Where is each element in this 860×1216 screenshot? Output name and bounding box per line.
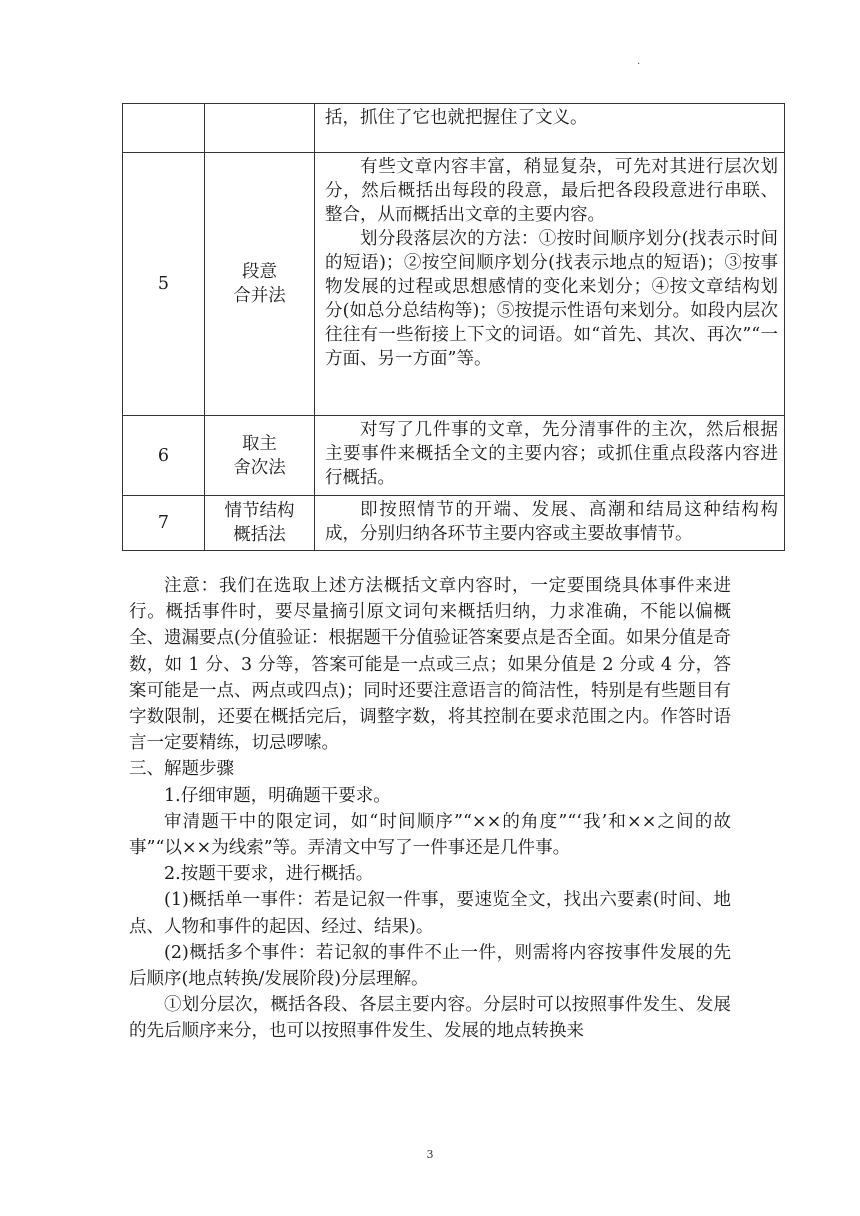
page-number: 3 — [426, 1148, 434, 1161]
method-name — [205, 104, 315, 153]
method-table — [122, 103, 785, 551]
method-name-line: 合并法 — [233, 286, 286, 306]
note-paragraph: 注意：我们在选取上述方法概括文章内容时，一定要围绕具体事件来进行。概括事件时，要尽量摘引原文词句来概括归纳，力求准确，不能以偏概全、遗漏要点(分值验证：根据题干分值验证答案要点是否全面。如果分值是奇数，如 1 分、3 分等，答案可能是一点或三点；如果分值是 2 分或 4 分，答案可能是一点、两点或四点)；同时还要注意语言的简洁性，特别是有些题目有字数限制，还要在概括完后，调整字数，将其控制在要求范围之内。作答时语言一定要精练，切忌啰嗦。 — [129, 576, 731, 754]
description-paragraph: 即按照情节的开端、发展、高潮和结局这种结构构成，分别归纳各环节主要内容或主要故事情节。 — [325, 500, 778, 544]
description-paragraph: 对写了几件事的文章，先分清事件的主次，然后根据主要事件来概括全文的主要内容；或抓住重点段落内容进行概括。 — [325, 420, 778, 488]
method-name-line: 段意 — [242, 262, 277, 282]
section-heading: 三、解题步骤 — [129, 759, 234, 780]
row-number — [123, 104, 205, 153]
method-name — [205, 496, 315, 551]
method-description — [315, 153, 785, 416]
method-name-line: 舍次法 — [233, 457, 286, 478]
step1-text: 审清题干中的限定词，如“时间顺序”“××的角度”“‘我’和××之间的故事”“以××为线索”等。弄清文中写了一件事还是几件事。 — [129, 811, 731, 859]
description-paragraph: 括，抓住了它也就把握住了文义。 — [325, 108, 588, 128]
description-paragraph: 划分段落层次的方法：①按时间顺序划分(找表示时间的短语)；②按空间顺序划分(找表示地点的短语)；③按事物发展的过程或思想感情的变化来划分；④按文章结构划分(如总分总结构等)；⑤按提示性语句来划分。如段内层次往往有一些衔接上下文的词语。如“首先、其次、再次”“一方面、另一方面”等。 — [325, 229, 778, 369]
table-row-5 — [123, 153, 785, 416]
row-number: 5 — [123, 153, 205, 416]
description-paragraph: 有些文章内容丰富，稍显复杂，可先对其进行层次划分，然后概括出每段的段意，最后把各段段意进行串联、整合，从而概括出文章的主要内容。 — [325, 157, 778, 225]
step2-sub2: (2)概括多个事件：若记叙的事件不止一件，则需将内容按事件发展的先后顺序(地点转换/发展阶段)分层理解。 — [129, 942, 731, 990]
method-name-line: 情节结构 — [224, 501, 295, 521]
step2-title: 2.按题干要求，进行概括。 — [164, 864, 374, 885]
row-number: 6 — [123, 416, 205, 496]
method-name — [205, 416, 315, 496]
table-row-continued — [123, 104, 785, 153]
method-name-line: 概括法 — [233, 525, 286, 545]
step1-title: 1.仔细审题，明确题干要求。 — [164, 785, 391, 806]
table-row-6 — [123, 416, 785, 496]
method-name-line: 取主 — [242, 433, 277, 454]
method-name — [205, 153, 315, 416]
row-number: 7 — [123, 496, 205, 551]
step2-sub1: (1)概括单一事件：若是记叙一件事，要速览全文，找出六要素(时间、地点、人物和事件的起因、经过、结果)。 — [129, 890, 731, 937]
method-description — [315, 416, 785, 496]
corner-mark: . — [637, 56, 641, 67]
method-description — [315, 104, 785, 153]
body-text — [129, 573, 731, 1045]
step2-sub2-point1: ①划分层次，概括各段、各层主要内容。分层时可以按照事件发生、发展的先后顺序来分，也可以按照事件发生、发展的地点转换来 — [129, 995, 731, 1042]
table-row-7 — [123, 496, 785, 551]
method-description — [315, 496, 785, 551]
